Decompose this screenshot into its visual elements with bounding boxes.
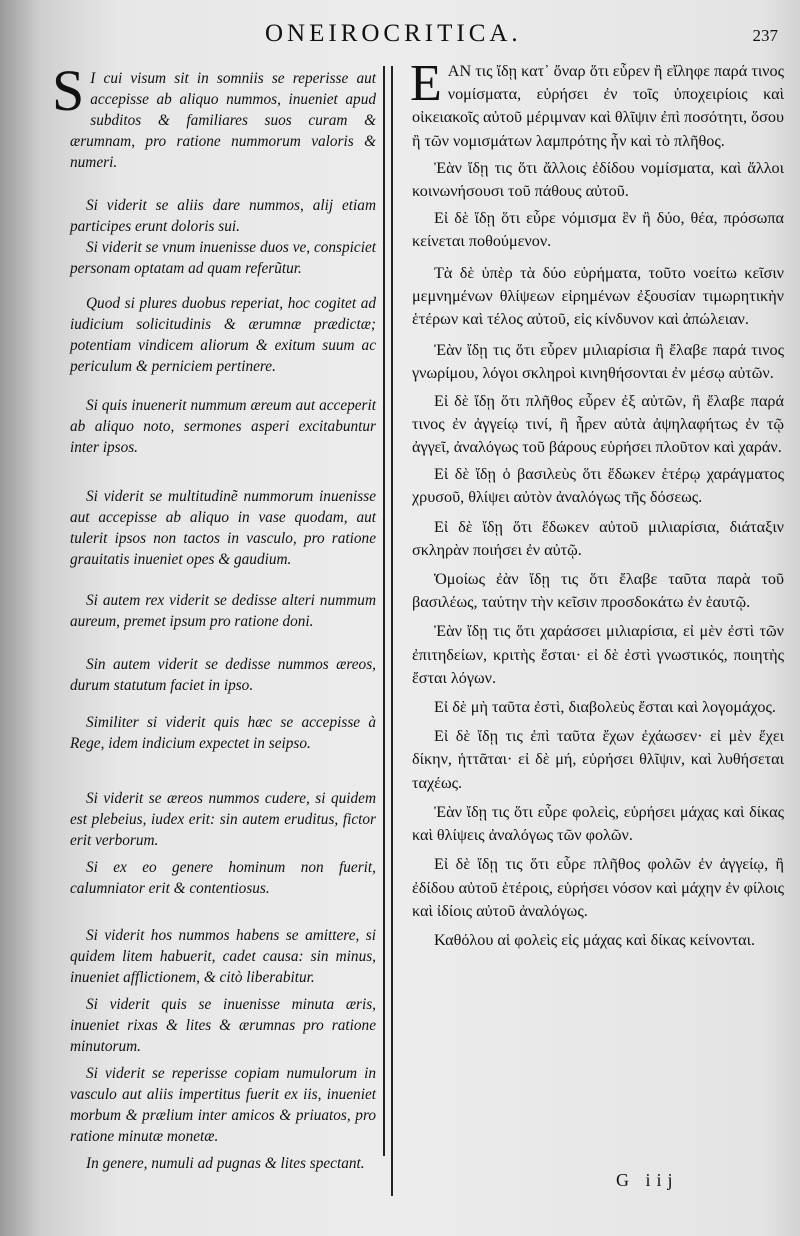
latin-paragraph: Si viderit se reperisse copiam numulorum in vasculo aut aliis impertitus fuerit ex iis, inueniet morbum & prælium inter amicos & priuatos, pro ratione minutæ monetæ. [70,1065,376,1145]
greek-paragraph: Εἰ δὲ ἴδῃ τις ὅτι εὗρε πλῆθος φολῶν ἐν ἀγγείῳ, ἢ ἐδίδου αὐτοῦ ἑτέροις, εὑρήσει νόσον καὶ μάχην ἐν φίλοις καὶ ἰδίοις αὐτοῦ ἀναλόγως. [412,855,784,920]
latin-paragraph: Similiter si viderit quis hæc se accepisse à Rege, idem indicium expectet in seipso. [70,714,376,752]
greek-paragraph: Εἰ δὲ ἴδῃ ὅτι πλῆθος εὗρεν ἐξ αὐτῶν, ἢ ἔλαβε παρά τινος ἐν ἀγγείῳ τινί, ἢ ἦρεν αὐτὰ ἀψηλαφήτως ἐν τῷ ἀγγεῖ, ἀναλόγως τοῦ βάρους εὑρήσει πλοῦτον καὶ χαράν. [412,391,784,457]
latin-paragraph: S I cui visum sit in somniis se reperisse aut accepisse ab aliquo nummos, inueniet apud subditos & familiares suos curam & ærumnam, pro ratione nummorum valoris & numeri. [52,58,376,171]
greek-paragraph: Ἐὰν ἴδῃ τις ὅτι εὗρε φολεὶς, εὑρήσει μάχας καὶ δίκας καὶ θλίψεις ἀναλόγως τῶν φολῶν. [412,802,784,845]
latin-paragraph: Si ex eo genere hominum non fuerit, calumniator erit & contentiosus. [70,859,376,897]
latin-paragraph: Si viderit se multitudinẽ nummorum inuenisse aut accepisse ab aliquo in vase quodam, aut tulerit ipsos non tactos in vasculo, pro ratione grauitatis inueniet opes & gaudium. [70,488,376,568]
greek-paragraph: Εἰ δὲ ἴδῃ ὅτι εὗρε νόμισμα ἓν ἢ δύο, θέα, πρόσωπα κείνεται ποθούμενον. [412,209,784,251]
running-title: ONEIROCRITICA. [265,20,522,47]
signature-mark: G iij [616,1170,679,1190]
running-head [0,20,800,56]
latin-paragraph: In genere, numuli ad pugnas & lites spectant. [86,1155,365,1172]
greek-paragraph: Ἐὰν ἴδῃ τις ὅτι χαράσσει μιλιαρίσια, εἰ μὲν ἐστὶ τῶν ἐπιτηδείων, κριτὴς ἔσται· εἰ δὲ ἐστὶ γνωστικός, ποιητὴς ἔσται λόγων. [412,622,784,687]
greek-paragraph: Ἐὰν ἴδῃ τις ὅτι εὗρεν μιλιαρίσια ἢ ἔλαβε παρά τινος γνωρίμου, λόγοι σκληροὶ κινηθήσονται ἐν μέσῳ αὐτῶν. [412,341,784,383]
latin-paragraph: Si viderit se vnum inuenisse duos ve, conspiciet personam optatam ad quam referũtur. [70,239,376,277]
column-rule-right [391,66,393,1196]
greek-column [410,55,784,952]
latin-paragraph: Si viderit se æreos nummos cudere, si quidem est plebeius, iudex erit: sin autem eruditus, fictor erit verborum. [70,790,376,849]
greek-paragraph: Εἰ δὲ ἴδῃ ὁ βασιλεὺς ὅτι ἔδωκεν ἑτέρῳ χαράγματος χρυσοῦ, θλίψει αὐτὸν ἀναλόγως τῆς δόσεως. [412,465,784,507]
greek-paragraph: Τὰ δὲ ὑπὲρ τὰ δύο εὑρήματα, τοῦτο νοείτω κεῖσιν μεμνημένων θλίψεων εἰρημένων ἐξουσίαν τιμωρητικὴν ἑτέρων καὶ τέλος αὐτοῦ, εἰς κίνδυνον καὶ ἀπώλειαν. [412,263,784,329]
greek-paragraph: Εἰ δὲ μὴ ταῦτα ἐστὶ, διαβολεὺς ἔσται καὶ λογομάχος. [434,698,776,717]
latin-paragraph: Si viderit hos nummos habens se amittere, si quidem litem habuerit, cadet causa: sin minus, inueniet afflictionem, & citò liberabitur. [70,927,376,986]
latin-paragraph: Sin autem viderit se dedisse nummos æreos, durum statutum faciet in ipso. [70,656,376,694]
page-number: 237 [752,26,778,45]
greek-paragraph: Εἰ δὲ ἴδῃ τις ἐπὶ ταῦτα ἔχων ἐχάωσεν· εἰ μὲν ἔχει δίκην, ἡττᾶται· εἰ δὲ μή, εὑρήσει θλῖψιν, καὶ λυθήσεται ταχέως. [412,727,784,792]
latin-paragraph: Si viderit quis se inuenisse minuta æris, inueniet rixas & lites & ærumnas pro ratione minutorum. [70,996,376,1055]
greek-paragraph: Καθόλου αἱ φολεὶς εἰς μάχας καὶ δίκας κείνονται. [434,930,755,949]
latin-column [52,58,376,1174]
column-rule-left [383,66,385,1156]
greek-paragraph: Εἰ δὲ ἴδῃ ὅτι ἔδωκεν αὐτοῦ μιλιαρίσια, διάταξιν σκληρὰν ποιήσει ἐν αὐτῷ. [412,517,784,559]
latin-paragraph: Si quis inuenerit nummum æreum aut acceperit ab aliquo noto, sermones asperi excitabuntur inter ipsos. [70,397,376,456]
greek-paragraph: ΕΑΝ τις ἴδῃ κατ᾽ ὄναρ ὅτι εὗρεν ἢ εἴληφε παρά τινος νομίσματα, εὑρήσει ἐν τοῖς ὑποχειρίοις καὶ οἰκειακοῖς αὐτοῦ μέριμναν καὶ θλῖψιν ἐπὶ ποσότητι, ὅσου ἢ τῶν νομισμάτων λαμπρότης ἦν καὶ τὸ πλῆθος. [410,55,784,150]
latin-paragraph: Si viderit se aliis dare nummos, alij etiam participes erunt doloris sui. [70,197,376,235]
greek-paragraph: Ὁμοίως ἐὰν ἴδῃ τις ὅτι ἔλαβε ταῦτα παρὰ τοῦ βασιλέως, ταύτην τὴν κεῖσιν προσδοκάτω ἐν ἑαυτῷ. [412,570,784,612]
drop-cap-greek: Ε [410,55,442,112]
drop-cap-latin: S [52,58,85,123]
latin-paragraph: Quod si plures duobus reperiat, hoc cogitet ad iudicium solicitudinis & ærumnæ prædictæ; potentiam vindicem aliorum & exitum suum ac periculum & perniciem pertinere. [70,295,376,375]
latin-paragraph: Si autem rex viderit se dedisse alteri nummum aureum, premet ipsum pro ratione doni. [70,592,376,630]
greek-paragraph: Ἐὰν ἴδῃ τις ὅτι ἄλλοις ἐδίδου νομίσματα, καὶ ἄλλοι κοινωνήσουσι τοῦ πάθους αὐτοῦ. [412,158,784,201]
